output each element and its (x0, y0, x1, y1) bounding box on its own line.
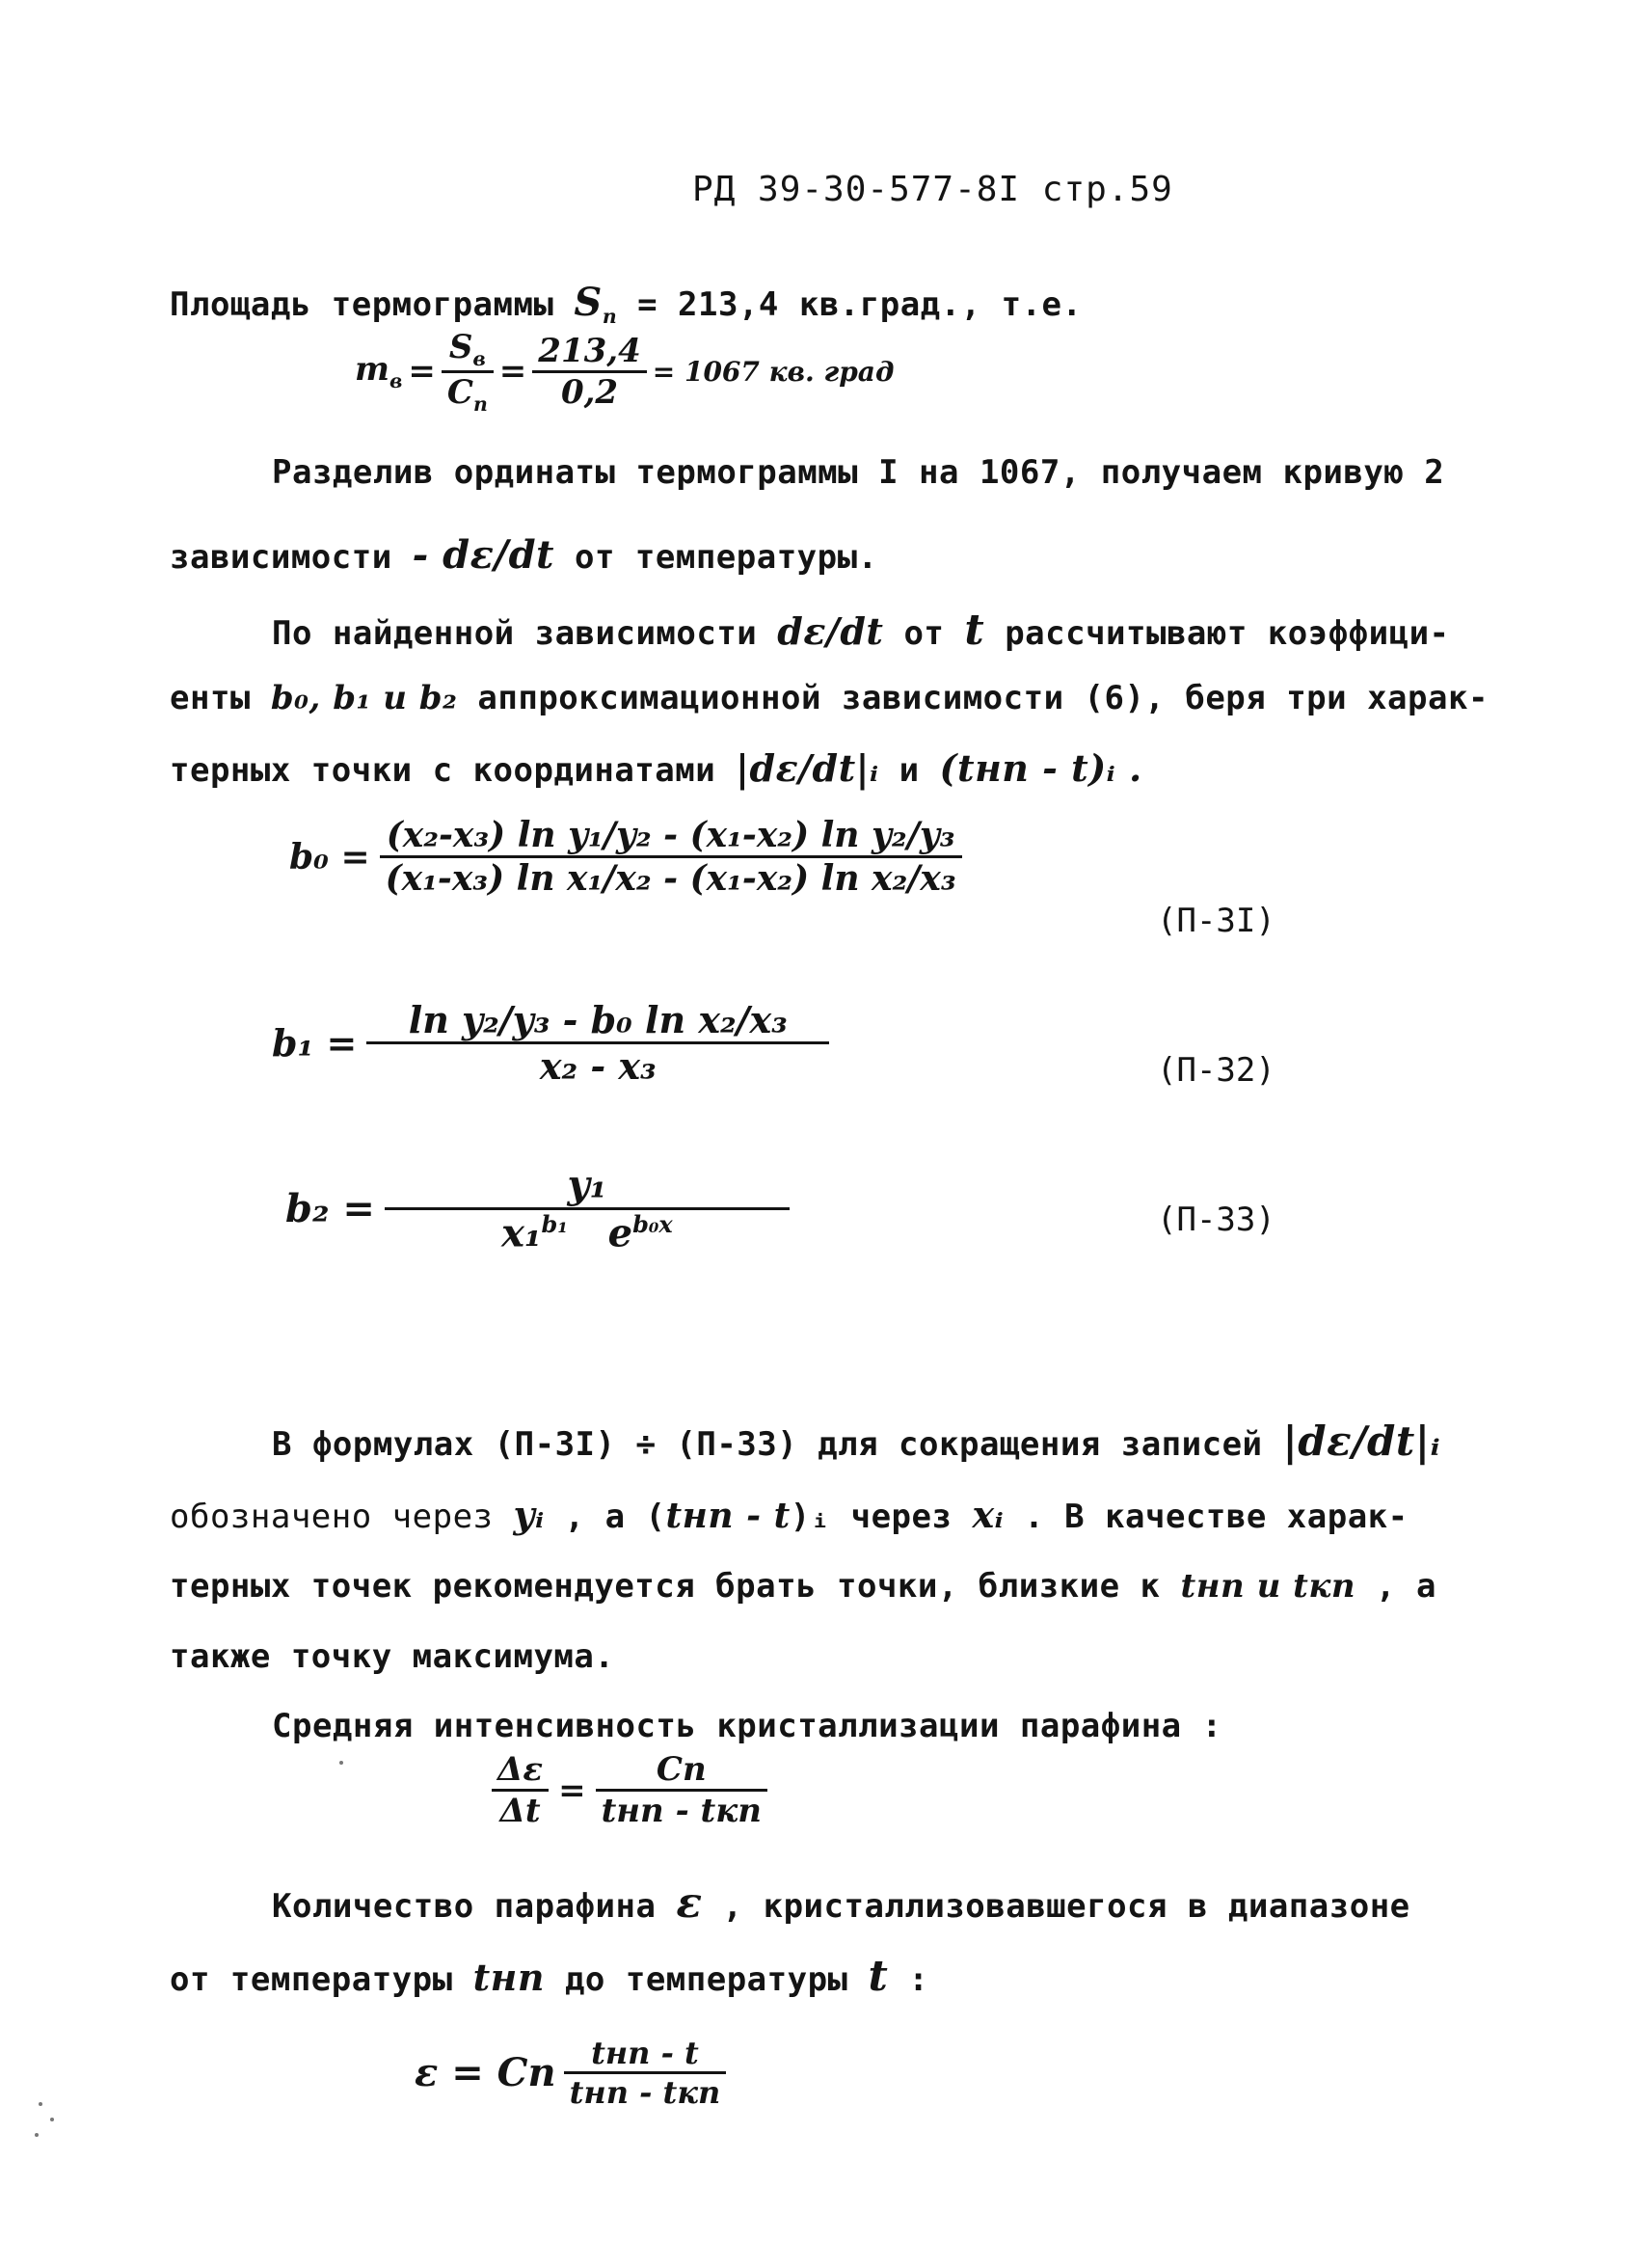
para5-line2: от температуры tнп до температуры t : (170, 1952, 929, 2001)
mass-frac-2: $\frac{213,4}{0,2}$ (532, 332, 646, 412)
equation-b2: b₂ = $\frac{\text{y₁}}{x_1^{b_1} e^{b_0x}}$ (285, 1162, 790, 1256)
para3-line4: также точку максимума. (170, 1637, 615, 1676)
para4-line: Средняя интенсивность кристаллизации парафина : (272, 1707, 1222, 1745)
para3-line1: В формулах (П-3I) ÷ (П-33) для сокращения записей |dε/dt|ᵢ (272, 1418, 1441, 1465)
area-symbol: S (574, 280, 603, 325)
derivative-symbol: - dε/dt (412, 532, 555, 578)
area-symbol-sub: п (602, 304, 618, 328)
equation-label-32: (П-32) (1157, 1051, 1275, 1090)
page-header: РД 39-30-577-8I стр.59 (692, 170, 1173, 209)
mass-frac-1: $\frac{S_в}{C_п}$ (442, 328, 494, 416)
para2-line3: терных точки с координатами |dε/dt|ᵢ и (tнп - t)ᵢ . (170, 746, 1142, 790)
para1-line2: зависимости - dε/dt от температуры. (170, 532, 878, 578)
mass-result: = 1067 кв. град (652, 355, 895, 388)
para5-line1: Количество парафина ε , кристаллизовавшегося в диапазоне (272, 1878, 1410, 1928)
equation-label-33: (П-33) (1157, 1201, 1275, 1239)
average-intensity-formula: $\frac{\Delta\varepsilon}{\Delta t}$ = $\frac{Cп}{\text{tнп - tкп}}$ (492, 1750, 767, 1830)
equation-label-31: (П-3I) (1157, 902, 1275, 940)
scan-speck (50, 2118, 54, 2121)
scan-speck (339, 1761, 343, 1765)
scan-speck (39, 2102, 42, 2106)
scan-speck (35, 2133, 39, 2137)
equation-b0: b₀ = $\frac{\text{(x₂-x₃) ln y₁/y₂ - (x₁-x₂) ln y₂/y₃}}{\text{(x₁-x₃) ln x₁/x₂ - (x₁-x₂) ln x₂/x₃}}$ (289, 815, 962, 899)
equals-sign: = (408, 352, 436, 392)
para2-line2: енты b₀, b₁ и b₂ аппроксимационной зависимости (6), беря три харак- (170, 679, 1489, 717)
para2-line1: По найденной зависимости dε/dt от t рассчитывают коэффици- (272, 606, 1450, 655)
thermogram-area-line (170, 280, 1082, 328)
para3-line3: терных точек рекомендуется брать точки, близкие к tнп и tкп , а (170, 1567, 1436, 1606)
area-value: = 213,4 кв.град., т.е. (617, 285, 1083, 324)
area-label: Площадь термограммы (170, 285, 554, 324)
para3-line2: обозначено через yᵢ , а (tнп - t)ᵢ через xᵢ . В качестве харак- (170, 1493, 1409, 1536)
equation-b1: b₁ = $\frac{\text{ln y₂/y₃ - b₀ ln x₂/x₃}}{\text{x₂ - x₃}}$ (272, 998, 829, 1088)
para1-line1: Разделив ординаты термограммы I на 1067, получаем кривую 2 (272, 453, 1445, 492)
mass-lhs: $m_в$ (355, 350, 403, 393)
paraffin-amount-formula: ε = Cп $\frac{\text{tнп - t}}{\text{tнп - tкп}}$ (415, 2035, 726, 2111)
mass-formula: $m_в$ = $\frac{S_в}{C_п}$ = $\frac{213,4}{0,2}$ = 1067 кв. град (355, 328, 895, 416)
